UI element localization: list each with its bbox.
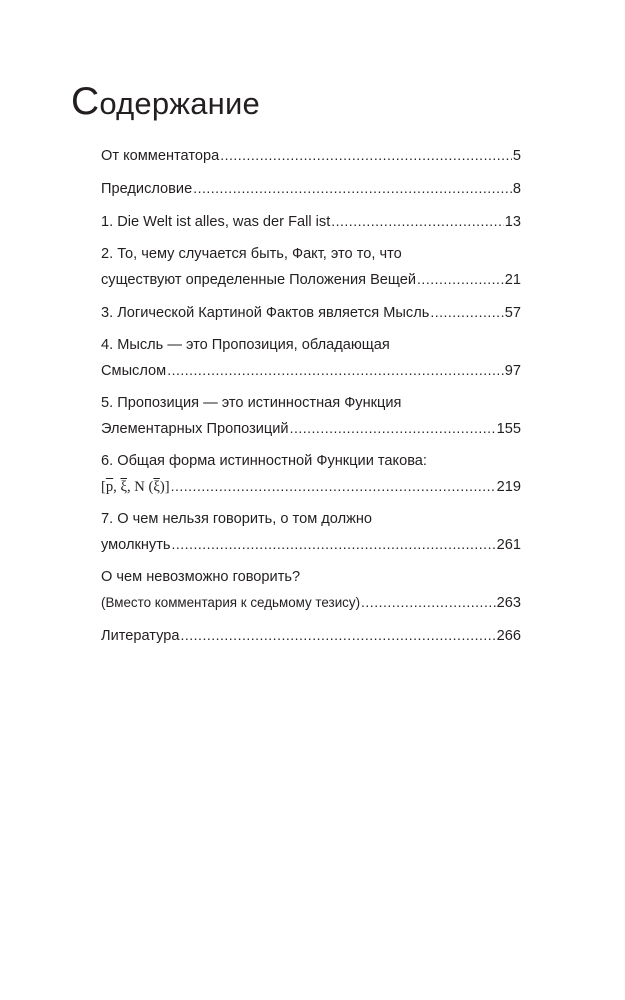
toc-entry-line [101,209,521,235]
formula [101,475,170,500]
toc-entry-7[interactable] [101,507,521,558]
toc-entry-subtitle: (Вместо комментария к седьмому тезису) [101,595,361,610]
toc-entry-line [101,416,521,442]
toc-page-number: 57 [504,305,521,321]
toc-entry-title: Литература [101,628,180,644]
toc-page-number: 155 [496,421,521,437]
toc-entry-line [101,474,521,500]
toc-entry-5[interactable] [101,391,521,442]
toc-entry-from-commentator[interactable] [101,143,521,169]
toc-page-number: 97 [504,363,521,379]
toc-entry-4[interactable] [101,333,521,384]
table-of-contents [101,143,521,656]
toc-entry-6[interactable] [101,449,521,500]
toc-page-number: 266 [496,628,521,644]
toc-entry-title-line1: 2. То, чему случается быть, Факт, это то, что [101,246,402,262]
dot-leader [171,474,496,499]
toc-entry-preface[interactable] [101,176,521,202]
formula-paren-close: ) [159,479,165,495]
toc-entry-line [101,143,521,169]
toc-entry-title: От комментатора [101,148,220,164]
formula-bracket-open: [ [101,479,106,495]
toc-entry-line [101,267,521,293]
formula-separator: , [126,479,135,495]
toc-entry-title-line2: существуют определенные Положения Вещей [101,272,417,288]
toc-entry-title-line1: 4. Мысль — это Пропозиция, обладающая [101,337,390,353]
toc-entry-title-line2: Элементарных Пропозиций [101,421,289,437]
toc-entry-unspeakable[interactable] [101,565,521,616]
formula-separator: , [113,479,121,495]
dot-leader [167,358,504,383]
toc-entry-title-line1: 5. Пропозиция — это истинностная Функция [101,395,402,411]
formula-xi: $\overline{\xi}$ [120,479,127,495]
toc-page-number: 261 [496,537,521,553]
toc-page-number: 5 [512,148,521,164]
toc-entry-3[interactable] [101,300,521,326]
formula-paren-open: ( [144,479,154,495]
dot-leader [172,532,496,557]
formula-n: N [134,479,145,495]
toc-entry-line [101,300,521,326]
dot-leader [193,176,512,201]
toc-entry-line [101,532,521,558]
toc-page-number: 8 [512,181,521,197]
toc-page-number: 263 [496,595,521,611]
formula-p: $\overline{p}$ [105,479,114,495]
toc-entry-title: 1. Die Welt ist alles, was der Fall ist [101,214,331,230]
page-title-rest: одержание [99,86,260,121]
toc-page-number: 21 [504,272,521,288]
toc-entry-1[interactable] [101,209,521,235]
dot-leader [417,267,504,292]
toc-entry-title-line1: О чем невозможно говорить? [101,569,301,585]
toc-entry-title-line2: Смыслом [101,363,167,379]
toc-entry-line [101,623,521,649]
dot-leader [430,300,503,325]
toc-entry-line [101,590,521,616]
page-title-initial: С [71,80,100,123]
toc-entry-line [101,176,521,202]
formula-bracket-close: ] [164,479,170,495]
dot-leader [181,623,496,648]
formula-xi-bar: $\overline{\xi}$ [153,479,160,495]
toc-entry-title-line2: умолкнуть [101,537,171,553]
toc-page-number: 219 [496,479,521,495]
page-title [71,80,260,124]
dot-leader [331,209,504,234]
toc-entry-title-line1: 7. О чем нельзя говорить, о том должно [101,511,373,527]
toc-entry-bibliography[interactable] [101,623,521,649]
toc-entry-title-line1: 6. Общая форма истинностной Функции такова: [101,453,427,469]
dot-leader [220,143,512,168]
toc-entry-title: Предисловие [101,181,193,197]
toc-page-number: 13 [504,214,521,230]
toc-entry-2[interactable] [101,242,521,293]
dot-leader [290,416,496,441]
dot-leader [361,590,496,615]
toc-entry-title: 3. Логической Картиной Фактов является Мысль [101,305,430,321]
toc-entry-line [101,358,521,384]
